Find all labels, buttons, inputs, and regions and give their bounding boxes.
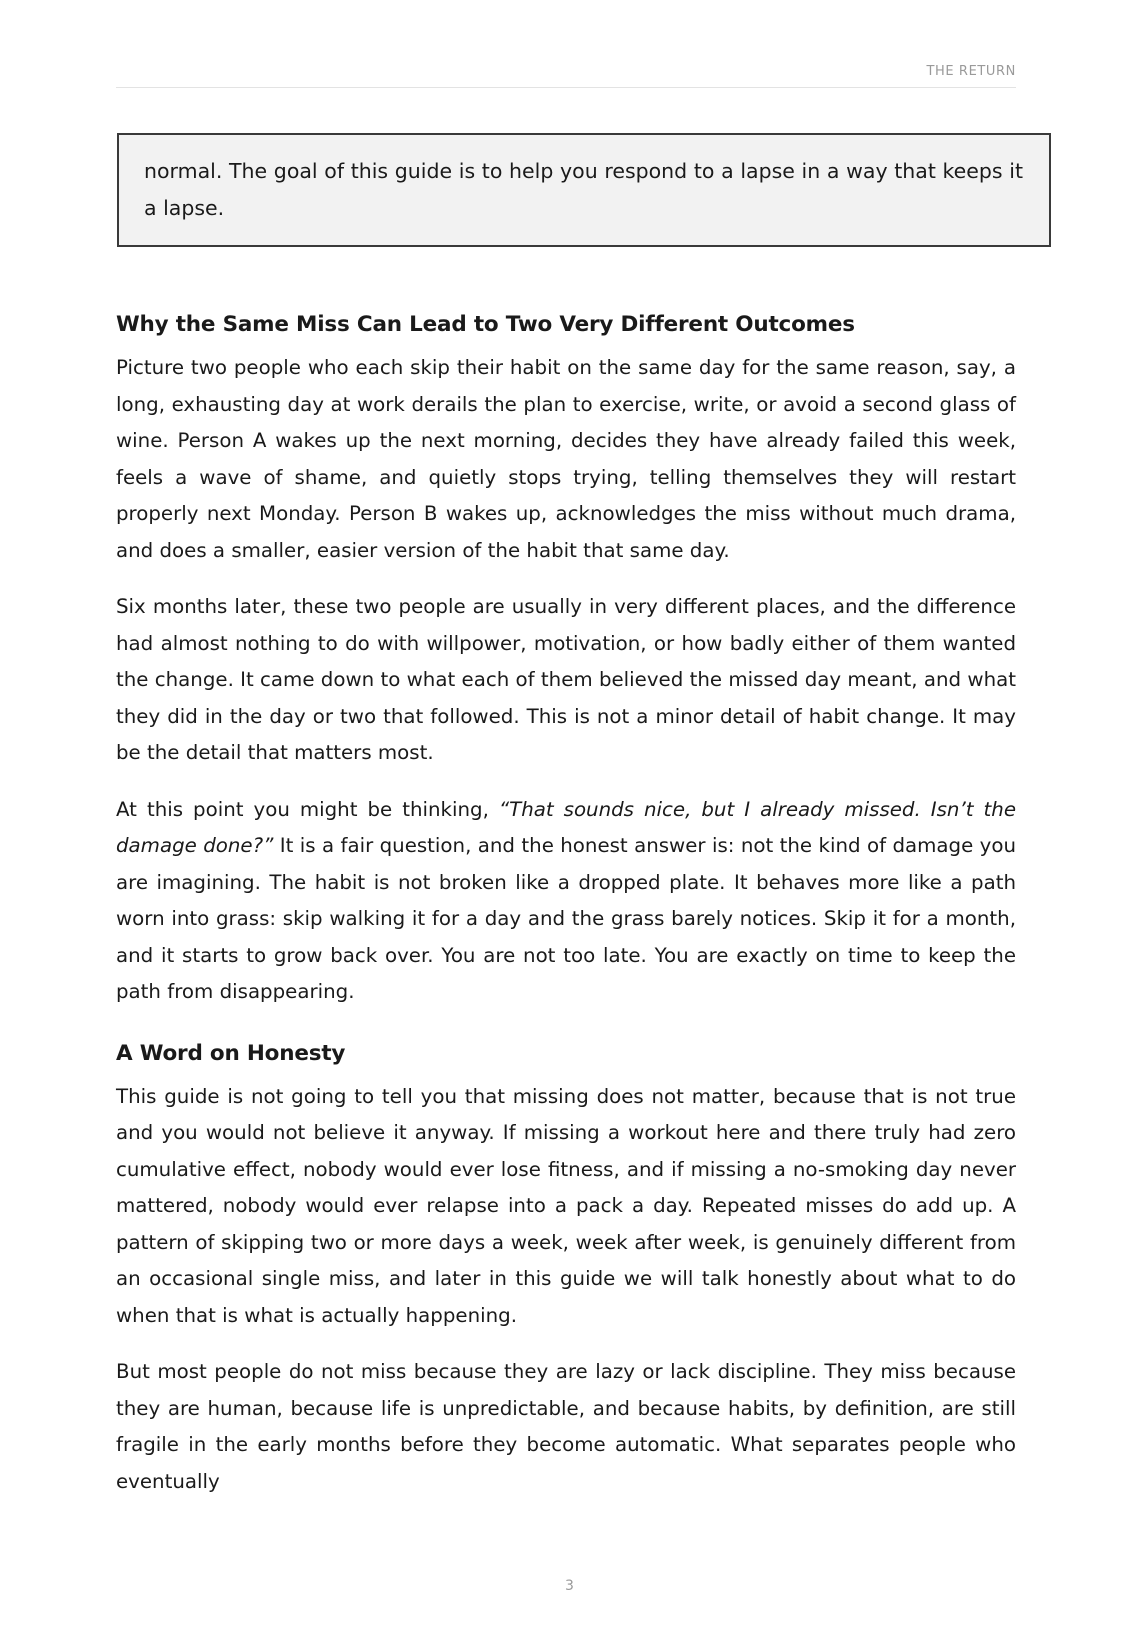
body-paragraph: [116, 792, 1016, 1011]
main-content: [116, 310, 1016, 1520]
inline-quote: “That sounds nice, but I already missed. Isn’t the damage done?”: [116, 797, 1016, 857]
body-paragraph: This guide is not going to tell you that missing does not matter, because that is not true and you would not believe it anyway. If missing a workout here and there truly had zero cumulative effect, nobody would ever lose fitness, and if missing a no-smoking day never mattered, nobody would ever relapse into a pack a day. Repeated misses do add up. A pattern of skipping two or more days a week, week after week, is genuinely different from an occasional single miss, and later in this guide we will talk honestly about what to do when that is what is actually happening.: [116, 1084, 1016, 1327]
paragraph-rest: It is a fair question, and the honest answer is: not the kind of damage you are imagining. The habit is not broken like a dropped plate. It behaves more like a path worn into grass: skip walking it for a day and the grass barely notices. Skip it for a month, and it starts to grow back over. You are not too late. You are exactly on time to keep the path from disappearing.: [116, 834, 1016, 1003]
body-paragraph: Six months later, these two people are usually in very different places, and the difference had almost nothing to do with willpower, motivation, or how badly either of them wanted the change. It came down to what each of them believed the missed day meant, and what they did in the day or two that followed. This is not a minor detail of habit change. It may be the detail that matters most.: [116, 595, 1016, 764]
paragraph-lead: At this point you might be thinking,: [116, 797, 499, 821]
callout-text: normal. The goal of this guide is to help you respond to a lapse in a way that keeps it a lapse.: [144, 159, 1023, 220]
section-heading: Why the Same Miss Can Lead to Two Very Different Outcomes: [116, 312, 855, 337]
running-header: [116, 58, 1016, 88]
body-paragraph: But most people do not miss because they are lazy or lack discipline. They miss because they are human, because life is unpredictable, and because habits, by definition, are still fragile in the early months before they become automatic. What separates people who eventually: [116, 1360, 1016, 1493]
callout-box: [117, 133, 1051, 247]
body-paragraph: Picture two people who each skip their habit on the same day for the same reason, say, a long, exhausting day at work derails the plan to exercise, write, or avoid a second glass of wine. Person A wakes up the next morning, decides they have already failed this week, feels a wave of shame, and quietly stops trying, telling themselves they will restart properly next Monday. Person B wakes up, acknowledges the miss without much drama, and does a smaller, easier version of the habit that same day.: [116, 356, 1016, 562]
running-title: THE RETURN: [926, 64, 1016, 79]
section-heading: A Word on Honesty: [116, 1040, 346, 1066]
page-number: 3: [565, 1578, 574, 1594]
